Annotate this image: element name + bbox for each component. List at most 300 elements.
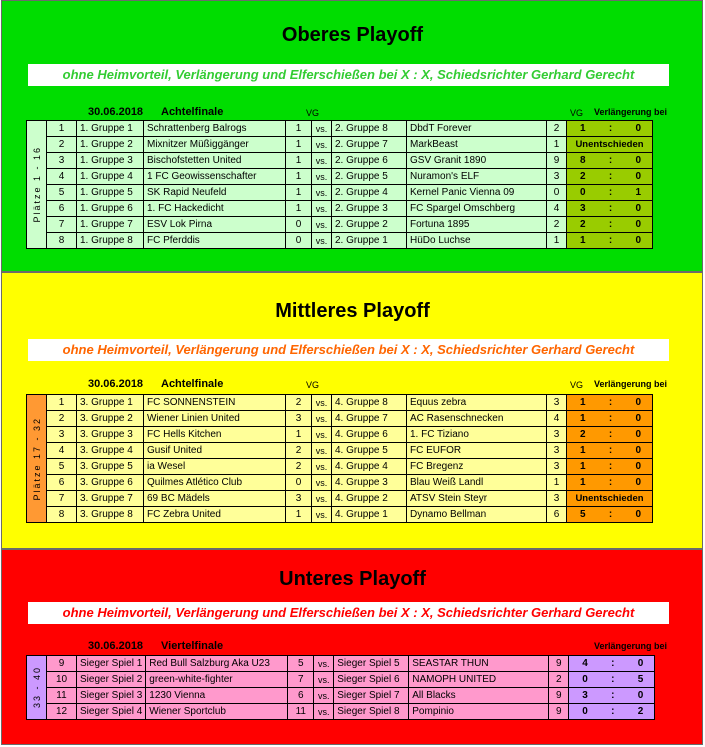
home-vg: 5 <box>288 656 314 672</box>
round-name: Viertelfinale <box>161 640 224 652</box>
places-label <box>27 656 47 720</box>
result-away: 0 <box>635 445 641 456</box>
match-number: 6 <box>47 475 77 491</box>
match-number: 11 <box>47 688 77 704</box>
match-row <box>27 217 653 233</box>
away-slot: 4. Gruppe 3 <box>332 475 407 491</box>
home-vg: 1 <box>286 137 312 153</box>
result-away: 0 <box>635 429 641 440</box>
home-slot: Sieger Spiel 2 <box>77 672 146 688</box>
versus-label: vs. <box>312 217 332 233</box>
pairings-table <box>26 655 655 720</box>
result-colon: : <box>611 674 615 685</box>
away-team: AC Rasenschnecken <box>407 411 547 427</box>
match-number: 7 <box>47 491 77 507</box>
away-slot: Sieger Spiel 7 <box>334 688 409 704</box>
section-title: Oberes Playoff <box>281 24 424 46</box>
home-team: SK Rapid Neufeld <box>144 185 286 201</box>
match-number: 1 <box>47 121 77 137</box>
result-colon: : <box>608 413 613 424</box>
away-slot: 2. Gruppe 3 <box>332 201 407 217</box>
result-score <box>570 397 649 408</box>
away-slot: 2. Gruppe 6 <box>332 153 407 169</box>
result-score <box>570 171 649 182</box>
away-vg: 4 <box>547 411 567 427</box>
away-slot: 2. Gruppe 4 <box>332 185 407 201</box>
away-vg: 3 <box>547 427 567 443</box>
away-slot: 4. Gruppe 8 <box>332 395 407 411</box>
match-date: 30.06.2018 <box>88 640 144 652</box>
result-home: 1 <box>580 413 586 424</box>
match-number: 6 <box>47 201 77 217</box>
round-name: Achtelfinale <box>161 106 224 118</box>
away-slot: 2. Gruppe 5 <box>332 169 407 185</box>
home-vg: 1 <box>286 169 312 185</box>
home-slot: 3. Gruppe 4 <box>77 443 144 459</box>
home-slot: 1. Gruppe 3 <box>77 153 144 169</box>
away-vg: 2 <box>547 121 567 137</box>
versus-label: vs. <box>314 704 334 720</box>
extension-label: Verlängerung bei <box>594 379 668 389</box>
away-vg: 0 <box>547 185 567 201</box>
home-team: FC Pferddis <box>144 233 286 249</box>
away-vg: 1 <box>547 475 567 491</box>
result-colon: : <box>608 429 613 440</box>
result-colon: : <box>608 509 613 520</box>
result-away: 0 <box>635 203 641 214</box>
match-number: 3 <box>47 427 77 443</box>
match-number: 4 <box>47 169 77 185</box>
home-team: FC Hells Kitchen <box>144 427 286 443</box>
places-label-text: Plätze 17 - 32 <box>31 416 42 501</box>
match-row <box>27 491 653 507</box>
away-slot: 2. Gruppe 7 <box>332 137 407 153</box>
away-team: SEASTAR THUN <box>409 656 549 672</box>
away-team: All Blacks <box>409 688 549 704</box>
versus-label: vs. <box>312 121 332 137</box>
home-vg: 0 <box>286 475 312 491</box>
home-team: Wiener Sportclub <box>146 704 288 720</box>
versus-label: vs. <box>312 411 332 427</box>
versus-label: vs. <box>312 395 332 411</box>
result-home: 0 <box>580 187 586 198</box>
versus-label: vs. <box>314 672 334 688</box>
result-away: 0 <box>635 397 641 408</box>
vg-label-away: VG <box>570 380 584 390</box>
away-slot: 4. Gruppe 5 <box>332 443 407 459</box>
away-slot: 2. Gruppe 8 <box>332 121 407 137</box>
home-team: 1. FC Hackedicht <box>144 201 286 217</box>
home-vg: 2 <box>286 459 312 475</box>
away-vg: 2 <box>547 217 567 233</box>
result-away: 0 <box>635 219 641 230</box>
extension-result <box>569 688 655 704</box>
versus-label: vs. <box>312 475 332 491</box>
result-home: 0 <box>582 706 588 717</box>
result-home: 1 <box>580 235 586 246</box>
result-home: 1 <box>580 445 586 456</box>
home-team: 1230 Vienna <box>146 688 288 704</box>
result-away: 1 <box>635 187 641 198</box>
home-team: Red Bull Salzburg Aka U23 <box>146 656 288 672</box>
away-slot: 4. Gruppe 6 <box>332 427 407 443</box>
away-team: ATSV Stein Steyr <box>407 491 547 507</box>
result-home: 2 <box>580 429 586 440</box>
result-home: 0 <box>582 674 588 685</box>
result-home: 5 <box>580 509 586 520</box>
match-row <box>27 201 653 217</box>
home-slot: 1. Gruppe 6 <box>77 201 144 217</box>
versus-label: vs. <box>312 459 332 475</box>
versus-label: vs. <box>312 443 332 459</box>
match-date: 30.06.2018 <box>88 378 144 390</box>
home-vg: 0 <box>286 217 312 233</box>
away-vg: 9 <box>549 704 569 720</box>
result-score <box>572 690 651 701</box>
versus-label: vs. <box>312 201 332 217</box>
result-colon: : <box>608 123 613 134</box>
extension-result <box>569 672 655 688</box>
result-colon: : <box>608 219 613 230</box>
versus-label: vs. <box>312 491 332 507</box>
home-slot: 1. Gruppe 2 <box>77 137 144 153</box>
result-score <box>570 235 649 246</box>
home-slot: 3. Gruppe 5 <box>77 459 144 475</box>
home-team: green-white-fighter <box>146 672 288 688</box>
match-number: 2 <box>47 137 77 153</box>
away-team: Fortuna 1895 <box>407 217 547 233</box>
versus-label: vs. <box>312 185 332 201</box>
away-team: MarkBeast <box>407 137 547 153</box>
extension-result <box>567 459 653 475</box>
match-row <box>27 395 653 411</box>
result-colon: : <box>608 461 613 472</box>
away-vg: 3 <box>547 459 567 475</box>
match-date: 30.06.2018 <box>88 106 144 118</box>
result-away: 0 <box>635 509 641 520</box>
away-team: Equus zebra <box>407 395 547 411</box>
result-home: 1 <box>580 397 586 408</box>
result-home: 1 <box>580 123 586 134</box>
home-slot: Sieger Spiel 4 <box>77 704 146 720</box>
extension-result <box>567 491 653 507</box>
home-vg: 1 <box>286 121 312 137</box>
away-team: Dynamo Bellman <box>407 507 547 523</box>
home-vg: 1 <box>286 507 312 523</box>
home-vg: 7 <box>288 672 314 688</box>
home-team: Bischofstetten United <box>144 153 286 169</box>
away-vg: 9 <box>549 656 569 672</box>
extension-result <box>567 185 653 201</box>
away-team: Kernel Panic Vienna 09 <box>407 185 547 201</box>
away-vg: 9 <box>549 688 569 704</box>
away-vg: 4 <box>547 201 567 217</box>
rules-banner: ohne Heimvorteil, Verlängerung und Elferschießen bei X : X, Schiedsrichter Gerhard Gerecht <box>28 602 669 624</box>
result-away: 0 <box>635 123 641 134</box>
away-vg: 3 <box>547 395 567 411</box>
vg-label-home: VG <box>306 108 320 118</box>
match-row <box>27 688 655 704</box>
home-slot: 3. Gruppe 2 <box>77 411 144 427</box>
away-slot: 2. Gruppe 1 <box>332 233 407 249</box>
home-team: 69 BC Mädels <box>144 491 286 507</box>
versus-label: vs. <box>312 169 332 185</box>
match-number: 8 <box>47 233 77 249</box>
result-home: 2 <box>580 171 586 182</box>
match-number: 5 <box>47 185 77 201</box>
places-label-text: 33 - 40 <box>31 666 42 709</box>
away-team: Nuramon's ELF <box>407 169 547 185</box>
section-title: Unteres Playoff <box>279 568 426 590</box>
home-slot: 3. Gruppe 1 <box>77 395 144 411</box>
result-colon: : <box>608 235 613 246</box>
home-team: ia Wesel <box>144 459 286 475</box>
result-score <box>570 203 649 214</box>
extension-result <box>567 233 653 249</box>
match-row <box>27 185 653 201</box>
home-vg: 3 <box>286 491 312 507</box>
away-team: Blau Weiß Landl <box>407 475 547 491</box>
extension-result <box>567 475 653 491</box>
result-text: Unentschieden <box>575 493 644 504</box>
home-slot: 1. Gruppe 1 <box>77 121 144 137</box>
rules-banner: ohne Heimvorteil, Verlängerung und Elferschießen bei X : X, Schiedsrichter Gerhard Gerecht <box>28 339 669 361</box>
away-vg: 2 <box>549 672 569 688</box>
home-team: Quilmes Atlético Club <box>144 475 286 491</box>
match-number: 10 <box>47 672 77 688</box>
result-text: Unentschieden <box>575 139 644 150</box>
match-number: 8 <box>47 507 77 523</box>
away-slot: 4. Gruppe 2 <box>332 491 407 507</box>
home-team: Schrattenberg Balrogs <box>144 121 286 137</box>
match-number: 4 <box>47 443 77 459</box>
away-team: FC EUFOR <box>407 443 547 459</box>
section-title: Mittleres Playoff <box>275 300 430 322</box>
result-score <box>572 674 651 685</box>
versus-label: vs. <box>312 137 332 153</box>
result-away: 0 <box>635 155 641 166</box>
result-colon: : <box>608 445 613 456</box>
home-vg: 2 <box>286 443 312 459</box>
away-team: FC Bregenz <box>407 459 547 475</box>
match-number: 2 <box>47 411 77 427</box>
home-slot: Sieger Spiel 3 <box>77 688 146 704</box>
away-vg: 3 <box>547 169 567 185</box>
extension-result <box>569 704 655 720</box>
result-home: 1 <box>580 461 586 472</box>
match-row <box>27 704 655 720</box>
away-team: 1. FC Tiziano <box>407 427 547 443</box>
extension-result <box>567 411 653 427</box>
away-slot: 4. Gruppe 4 <box>332 459 407 475</box>
match-row <box>27 507 653 523</box>
extension-result <box>567 217 653 233</box>
match-row <box>27 459 653 475</box>
vg-label-away: VG <box>570 108 584 118</box>
match-number: 12 <box>47 704 77 720</box>
match-row <box>27 153 653 169</box>
home-slot: 1. Gruppe 7 <box>77 217 144 233</box>
result-away: 5 <box>637 674 644 685</box>
result-colon: : <box>608 203 613 214</box>
match-row <box>27 233 653 249</box>
result-score <box>570 477 649 488</box>
result-score <box>570 123 649 134</box>
extension-result <box>567 395 653 411</box>
home-vg: 11 <box>288 704 314 720</box>
match-row <box>27 121 653 137</box>
result-score <box>572 658 651 669</box>
result-away: 0 <box>637 690 644 701</box>
home-slot: 1. Gruppe 4 <box>77 169 144 185</box>
match-row <box>27 656 655 672</box>
match-row <box>27 169 653 185</box>
extension-result <box>567 153 653 169</box>
pairings-table <box>26 120 653 249</box>
versus-label: vs. <box>312 507 332 523</box>
extension-result <box>569 656 655 672</box>
home-vg: 1 <box>286 427 312 443</box>
result-away: 0 <box>635 235 641 246</box>
result-away: 0 <box>637 658 644 669</box>
result-colon: : <box>611 690 615 701</box>
result-away: 2 <box>637 706 644 717</box>
result-score <box>570 429 649 440</box>
match-row <box>27 443 653 459</box>
result-score <box>570 413 649 424</box>
result-away: 0 <box>635 171 641 182</box>
home-slot: 3. Gruppe 7 <box>77 491 144 507</box>
home-team: 1 FC Geowissenschafter <box>144 169 286 185</box>
home-vg: 6 <box>288 688 314 704</box>
result-colon: : <box>608 171 613 182</box>
pairings-table <box>26 394 653 523</box>
home-slot: 3. Gruppe 6 <box>77 475 144 491</box>
away-team: HüDo Luchse <box>407 233 547 249</box>
versus-label: vs. <box>314 656 334 672</box>
home-team: Mixnitzer Müßiggänger <box>144 137 286 153</box>
home-team: FC Zebra United <box>144 507 286 523</box>
away-vg: 1 <box>547 137 567 153</box>
versus-label: vs. <box>312 427 332 443</box>
result-score <box>572 706 651 717</box>
match-row <box>27 672 655 688</box>
away-vg: 1 <box>547 233 567 249</box>
away-slot: Sieger Spiel 6 <box>334 672 409 688</box>
home-slot: 1. Gruppe 5 <box>77 185 144 201</box>
result-away: 0 <box>635 461 641 472</box>
places-label <box>27 121 47 249</box>
extension-result <box>567 121 653 137</box>
away-team: DbdT Forever <box>407 121 547 137</box>
result-home: 2 <box>580 219 586 230</box>
away-vg: 6 <box>547 507 567 523</box>
away-team: NAMOPH UNITED <box>409 672 549 688</box>
result-score <box>570 445 649 456</box>
versus-label: vs. <box>312 233 332 249</box>
home-vg: 2 <box>286 395 312 411</box>
match-number: 7 <box>47 217 77 233</box>
vg-label-home: VG <box>306 380 320 390</box>
round-name: Achtelfinale <box>161 378 224 390</box>
result-colon: : <box>611 706 615 717</box>
home-team: Wiener Linien United <box>144 411 286 427</box>
result-colon: : <box>611 658 615 669</box>
away-team: Pompinio <box>409 704 549 720</box>
match-number: 1 <box>47 395 77 411</box>
result-home: 3 <box>580 203 586 214</box>
home-vg: 1 <box>286 201 312 217</box>
result-score <box>570 219 649 230</box>
match-number: 5 <box>47 459 77 475</box>
result-colon: : <box>608 397 613 408</box>
extension-result <box>567 201 653 217</box>
extension-result <box>567 169 653 185</box>
away-slot: 2. Gruppe 2 <box>332 217 407 233</box>
away-vg: 3 <box>547 491 567 507</box>
result-home: 3 <box>582 690 588 701</box>
home-slot: Sieger Spiel 1 <box>77 656 146 672</box>
extension-result <box>567 427 653 443</box>
home-team: ESV Lok Pirna <box>144 217 286 233</box>
home-team: Gusif United <box>144 443 286 459</box>
extension-label: Verlängerung bei <box>594 641 668 651</box>
extension-result <box>567 507 653 523</box>
away-slot: 4. Gruppe 1 <box>332 507 407 523</box>
result-home: 8 <box>580 155 586 166</box>
home-vg: 1 <box>286 185 312 201</box>
match-row <box>27 475 653 491</box>
result-colon: : <box>608 477 613 488</box>
match-row <box>27 411 653 427</box>
home-vg: 0 <box>286 233 312 249</box>
extension-result <box>567 443 653 459</box>
away-slot: Sieger Spiel 8 <box>334 704 409 720</box>
home-slot: 3. Gruppe 8 <box>77 507 144 523</box>
away-slot: 4. Gruppe 7 <box>332 411 407 427</box>
result-away: 0 <box>635 413 641 424</box>
places-label-text: Plätze 1 - 16 <box>31 146 42 223</box>
home-slot: 1. Gruppe 8 <box>77 233 144 249</box>
versus-label: vs. <box>314 688 334 704</box>
result-home: 4 <box>582 658 588 669</box>
versus-label: vs. <box>312 153 332 169</box>
home-vg: 3 <box>286 411 312 427</box>
away-team: GSV Granit 1890 <box>407 153 547 169</box>
result-score <box>570 461 649 472</box>
match-number: 3 <box>47 153 77 169</box>
match-row <box>27 137 653 153</box>
match-row <box>27 427 653 443</box>
places-label <box>27 395 47 523</box>
away-vg: 3 <box>547 443 567 459</box>
away-team: FC Spargel Omschberg <box>407 201 547 217</box>
result-colon: : <box>608 155 613 166</box>
result-home: 1 <box>580 477 586 488</box>
away-slot: Sieger Spiel 5 <box>334 656 409 672</box>
away-vg: 9 <box>547 153 567 169</box>
result-score <box>570 187 649 198</box>
match-number: 9 <box>47 656 77 672</box>
home-team: FC SONNENSTEIN <box>144 395 286 411</box>
home-vg: 1 <box>286 153 312 169</box>
result-away: 0 <box>635 477 641 488</box>
extension-label: Verlängerung bei <box>594 107 668 117</box>
result-score <box>570 155 649 166</box>
result-colon: : <box>608 187 613 198</box>
result-score <box>570 509 649 520</box>
extension-result <box>567 137 653 153</box>
